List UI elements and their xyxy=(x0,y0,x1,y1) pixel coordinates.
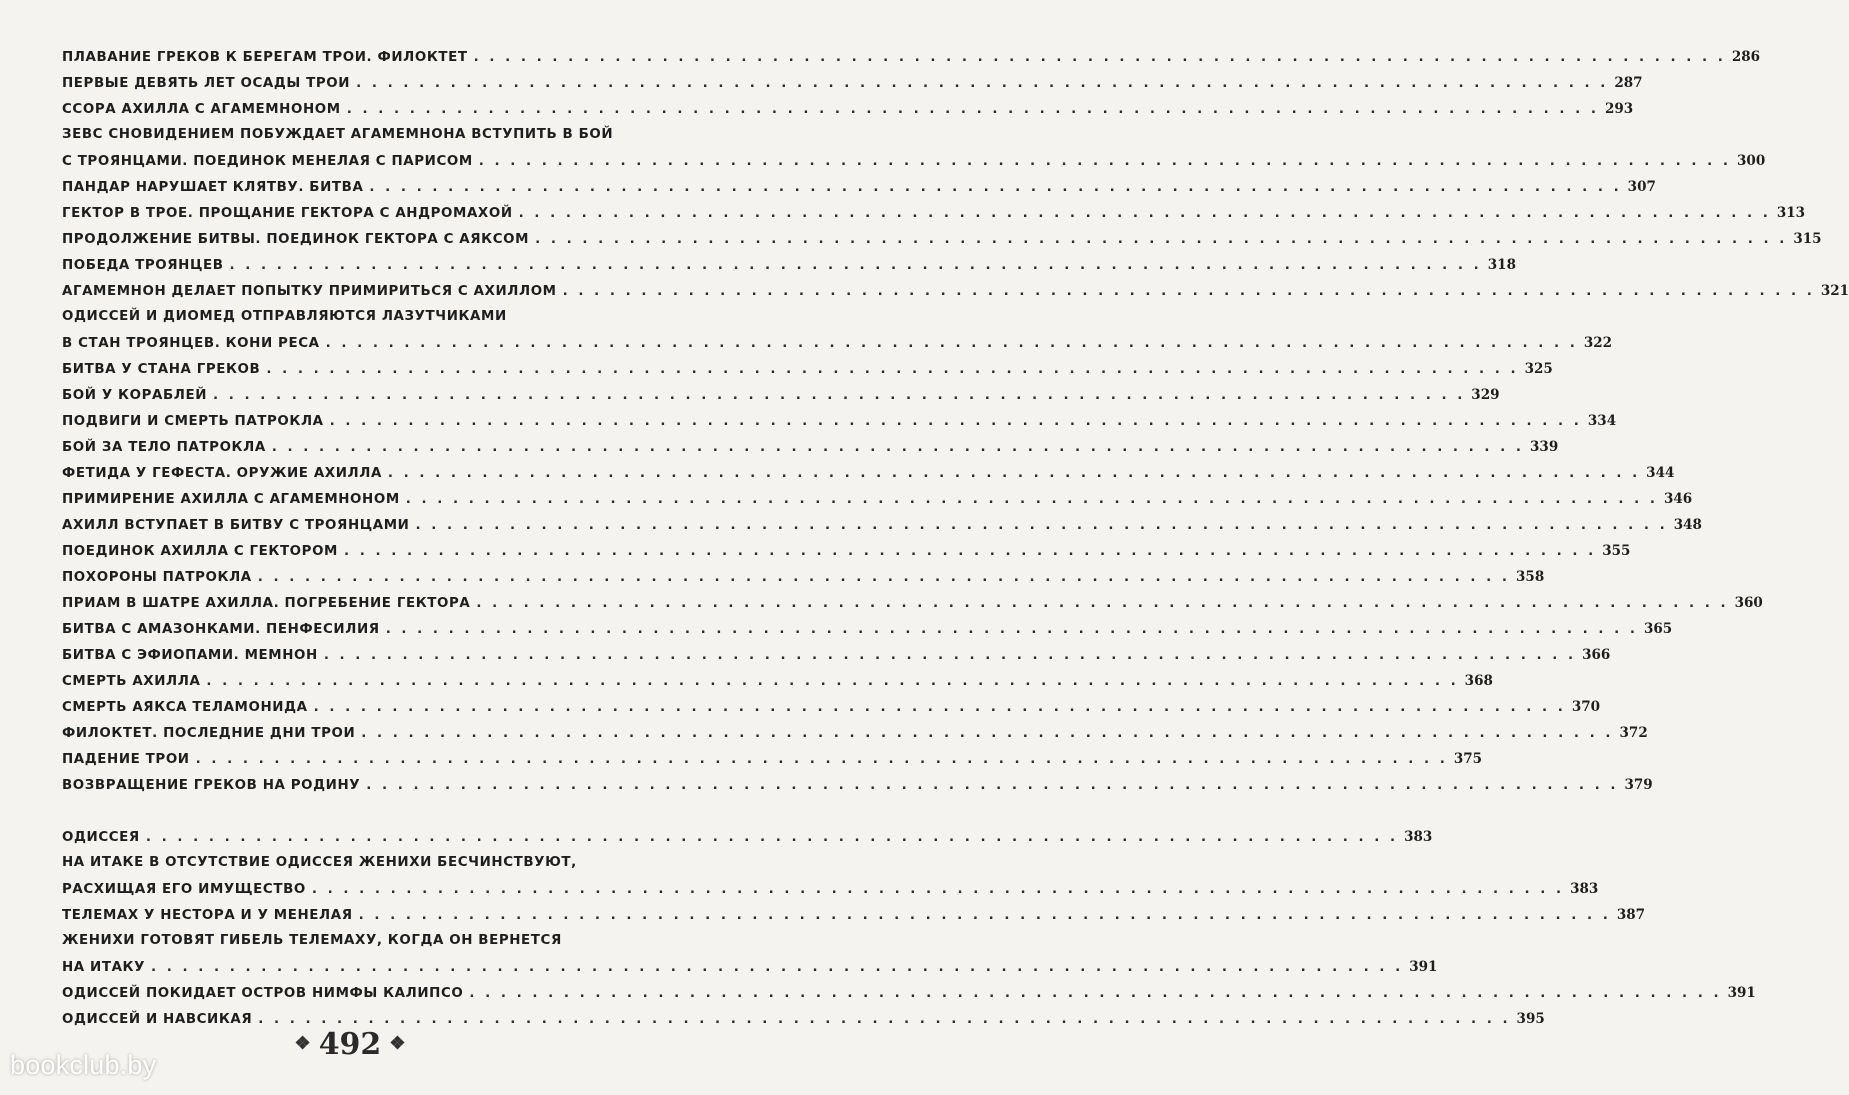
toc-entry-page: 293 xyxy=(1604,101,1634,117)
toc-leader-dots: . . . . . . . . . . . . . . . . . . . . . . . . . . . . . . . . . . . . . . . . . . . . . . . . . . . . . . . . . . . . . . . . . . . . . . . . . . . . . . . . xyxy=(258,1012,1511,1027)
toc-entry-title: СМЕРТЬ АХИЛЛА xyxy=(62,674,201,689)
toc-entry-title: ЖЕНИХИ ГОТОВЯТ ГИБЕЛЬ ТЕЛЕМАХУ, КОГДА ОН ВЕРНЕТСЯ xyxy=(62,933,562,948)
toc-entry-page: 344 xyxy=(1646,465,1675,481)
toc-entry-title: ЗЕВС СНОВИДЕНИЕМ ПОБУЖДАЕТ АГАМЕМНОНА ВСТУПИТЬ В БОЙ xyxy=(62,127,614,142)
toc-entry xyxy=(62,408,1617,434)
toc-leader-dots: . . . . . . . . . . . . . . . . . . . . . . . . . . . . . . . . . . . . . . . . . . . . . . . . . . . . . . . . . . . . . . . . . . . . . . . . . . . . . . . . xyxy=(518,206,1771,221)
toc-entry-title: НА ИТАКЕ В ОТСУТСТВИЕ ОДИССЕЯ ЖЕНИХИ БЕСЧИНСТВУЮТ, xyxy=(62,855,577,870)
toc-entry xyxy=(62,122,638,148)
toc-entry xyxy=(62,720,1648,746)
toc-entry-title: ФЕТИДА У ГЕФЕСТА. ОРУЖИЕ АХИЛЛА xyxy=(62,466,382,481)
toc-entry-title: ТЕЛЕМАХ У НЕСТОРА И У МЕНЕЛАЯ xyxy=(62,908,353,923)
toc-entry-title: ОДИССЕЙ И ДИОМЕД ОТПРАВЛЯЮТСЯ ЛАЗУТЧИКАМИ xyxy=(62,309,507,324)
toc-entry xyxy=(62,590,1763,616)
toc-entry-page: 300 xyxy=(1737,153,1766,169)
toc-entry-page: 339 xyxy=(1530,439,1559,455)
toc-entry xyxy=(62,538,1631,564)
toc-entry-title: ПЕРВЫЕ ДЕВЯТЬ ЛЕТ ОСАДЫ ТРОИ xyxy=(62,76,351,91)
toc-entry-page: 395 xyxy=(1516,1011,1545,1027)
toc-entry-page: 372 xyxy=(1619,725,1648,741)
toc-leader-dots: . . . . . . . . . . . . . . . . . . . . . . . . . . . . . . . . . . . . . . . . . . . . . . . . . . . . . . . . . . . . . . . . . . . . . . . . . . . . . . . . xyxy=(195,752,1448,767)
toc-entry-page: 329 xyxy=(1471,387,1500,403)
toc-entry-title: ПРИАМ В ШАТРЕ АХИЛЛА. ПОГРЕБЕНИЕ ГЕКТОРА xyxy=(62,596,471,611)
toc-leader-dots: . . . . . . . . . . . . . . . . . . . . . . . . . . . . . . . . . . . . . . . . . . . . . . . . . . . . . . . . . . . . . . . . . . . . . . . . . . . . . . . . xyxy=(415,518,1668,533)
toc-entry-page: 334 xyxy=(1587,413,1617,429)
toc-entry-page: 379 xyxy=(1624,777,1653,793)
toc-entry-title: БОЙ У КОРАБЛЕЙ xyxy=(62,388,208,403)
toc-entry-page: 348 xyxy=(1673,517,1702,533)
toc-leader-dots: . . . . . . . . . . . . . . . . . . . . . . . . . . . . . . . . . . . . . . . . . . . . . . . . . . . . . . . . . . . . . . . . . . . . . . . . . . . . . . . . xyxy=(329,414,1582,429)
toc-entry-title: РАСХИЩАЯ ЕГО ИМУЩЕСТВО xyxy=(62,882,306,897)
toc-entry-page: 391 xyxy=(1727,985,1756,1001)
toc-entry xyxy=(62,694,1601,720)
toc-leader-dots: . . . . . . . . . . . . . . . . . . . . . . . . . . . . . . . . . . . . . . . . . . . . . . . . . . . . . . . . . . . . . . . . . . . . . . . . . . . . . . . . xyxy=(346,102,1599,117)
toc-entry xyxy=(62,96,1634,122)
toc-entry xyxy=(62,954,1438,980)
toc-entry-page: 365 xyxy=(1643,621,1673,637)
toc-entry-title: ПЛАВАНИЕ ГРЕКОВ К БЕРЕГАМ ТРОИ. ФИЛОКТЕТ xyxy=(62,50,468,65)
toc-entry-title: АХИЛЛ ВСТУПАЕТ В БИТВУ С ТРОЯНЦАМИ xyxy=(62,518,410,533)
toc-leader-dots: . . . . . . . . . . . . . . . . . . . . . . . . . . . . . . . . . . . . . . . . . . . . . . . . . . . . . . . . . . . . . . . . . . . . . . . . . . . . . . . . xyxy=(478,154,1732,169)
ornament-right-icon: ❖ xyxy=(389,1033,406,1054)
toc-entry xyxy=(62,330,1613,356)
toc-entry-title: ПРИМИРЕНИЕ АХИЛЛА С АГАМЕМНОНОМ xyxy=(62,492,400,507)
toc-entry-page: 286 xyxy=(1731,49,1761,65)
toc-entry-title: ССОРА АХИЛЛА С АГАМЕМНОНОМ xyxy=(62,102,341,117)
toc-entry xyxy=(62,980,1756,1006)
toc-leader-dots: . . . . . . . . . . . . . . . . . . . . . . . . . . . . . . . . . . . . . . . . . . . . . . . . . . . . . . . . . . . . . . . . . . . . . . . . . . . . . . . . xyxy=(145,830,1399,845)
toc-entry-title: БИТВА С ЭФИОПАМИ. МЕМНОН xyxy=(62,648,318,663)
toc-entry-page: 370 xyxy=(1571,699,1601,715)
toc-entry-page: 383 xyxy=(1570,881,1599,897)
ornament-left-icon: ❖ xyxy=(294,1033,311,1054)
toc-entry-title: БОЙ ЗА ТЕЛО ПАТРОКЛА xyxy=(62,440,266,455)
toc-entry-title: ПОХОРОНЫ ПАТРОКЛА xyxy=(62,570,252,585)
toc-entry xyxy=(62,304,638,330)
toc-entry xyxy=(62,850,638,876)
toc-entry xyxy=(62,200,1806,226)
toc-entry xyxy=(62,252,1516,278)
page-number-value: 492 xyxy=(318,1027,382,1062)
toc-section-odyssey xyxy=(62,824,1756,1032)
toc-entry-page: 355 xyxy=(1602,543,1631,559)
toc-entry xyxy=(62,928,638,954)
toc-entry-page: 325 xyxy=(1524,361,1553,377)
toc-leader-dots: . . . . . . . . . . . . . . . . . . . . . . . . . . . . . . . . . . . . . . . . . . . . . . . . . . . . . . . . . . . . . . . . . . . . . . . . . . . . . . . . xyxy=(266,362,1519,377)
toc-entry xyxy=(62,824,1433,850)
toc-entry-page: 391 xyxy=(1409,959,1438,975)
toc-entry xyxy=(62,564,1545,590)
toc-entry-title: ВОЗВРАЩЕНИЕ ГРЕКОВ НА РОДИНУ xyxy=(62,778,361,793)
toc-entry-title: АГАМЕМНОН ДЕЛАЕТ ПОПЫТКУ ПРИМИРИТЬСЯ С АХИЛЛОМ xyxy=(62,284,557,299)
toc-entry xyxy=(62,512,1702,538)
toc-entry xyxy=(62,772,1653,798)
toc-entry-page: 315 xyxy=(1793,231,1822,247)
toc-entry xyxy=(62,876,1599,902)
toc-leader-dots: . . . . . . . . . . . . . . . . . . . . . . . . . . . . . . . . . . . . . . . . . . . . . . . . . . . . . . . . . . . . . . . . . . . . . . . . . . . . . . . . xyxy=(387,466,1641,481)
toc-entry xyxy=(62,44,1761,70)
toc-entry-title: СМЕРТЬ АЯКСА ТЕЛАМОНИДА xyxy=(62,700,308,715)
toc-entry-page: 307 xyxy=(1627,179,1656,195)
toc-entry xyxy=(62,460,1675,486)
toc-leader-dots: . . . . . . . . . . . . . . . . . . . . . . . . . . . . . . . . . . . . . . . . . . . . . . . . . . . . . . . . . . . . . . . . . . . . . . . . . . . . . . . . xyxy=(535,232,1788,247)
toc-entry-title: В СТАН ТРОЯНЦЕВ. КОНИ РЕСА xyxy=(62,336,320,351)
toc-entry xyxy=(62,148,1766,174)
toc-entry-page: 368 xyxy=(1464,673,1493,689)
table-of-contents xyxy=(62,44,1849,1032)
toc-leader-dots: . . . . . . . . . . . . . . . . . . . . . . . . . . . . . . . . . . . . . . . . . . . . . . . . . . . . . . . . . . . . . . . . . . . . . . . . . . . . . . . . xyxy=(325,336,1578,351)
toc-leader-dots: . . . . . . . . . . . . . . . . . . . . . . . . . . . . . . . . . . . . . . . . . . . . . . . . . . . . . . . . . . . . . . . . . . . . . . . . . . . . . . . . xyxy=(229,258,1482,273)
toc-entry-page: 313 xyxy=(1776,205,1806,221)
toc-entry-page: 383 xyxy=(1404,829,1433,845)
toc-entry-title: ОДИССЕЯ xyxy=(62,830,140,845)
toc-entry xyxy=(62,356,1553,382)
toc-entry-page: 318 xyxy=(1487,257,1516,273)
toc-leader-dots: . . . . . . . . . . . . . . . . . . . . . . . . . . . . . . . . . . . . . . . . . . . . . . . . . . . . . . . . . . . . . . . . . . . . . . . . . . . . . . . . xyxy=(476,596,1729,611)
toc-leader-dots: . . . . . . . . . . . . . . . . . . . . . . . . . . . . . . . . . . . . . . . . . . . . . . . . . . . . . . . . . . . . . . . . . . . . . . . . . . . . . . . . xyxy=(356,76,1609,91)
toc-entry-title: БИТВА С АМАЗОНКАМИ. ПЕНФЕСИЛИЯ xyxy=(62,622,380,637)
toc-entry xyxy=(62,382,1500,408)
toc-entry-page: 358 xyxy=(1516,569,1545,585)
toc-entry xyxy=(62,434,1559,460)
toc-leader-dots: . . . . . . . . . . . . . . . . . . . . . . . . . . . . . . . . . . . . . . . . . . . . . . . . . . . . . . . . . . . . . . . . . . . . . . . . . . . . . . . . xyxy=(473,50,1726,65)
toc-entry-title: ПОБЕДА ТРОЯНЦЕВ xyxy=(62,258,224,273)
toc-leader-dots: . . . . . . . . . . . . . . . . . . . . . . . . . . . . . . . . . . . . . . . . . . . . . . . . . . . . . . . . . . . . . . . . . . . . . . . . . . . . . . . . xyxy=(385,622,1638,637)
toc-leader-dots: . . . . . . . . . . . . . . . . . . . . . . . . . . . . . . . . . . . . . . . . . . . . . . . . . . . . . . . . . . . . . . . . . . . . . . . . . . . . . . . . xyxy=(271,440,1525,455)
section-gap xyxy=(62,798,638,824)
toc-entry xyxy=(62,616,1673,642)
watermark-logo: bookclub.by xyxy=(10,1050,157,1080)
toc-entry-title: ОДИССЕЙ И НАВСИКАЯ xyxy=(62,1012,253,1027)
toc-entry-title: ПРОДОЛЖЕНИЕ БИТВЫ. ПОЕДИНОК ГЕКТОРА С АЯКСОМ xyxy=(62,232,530,247)
toc-entry-title: ФИЛОКТЕТ. ПОСЛЕДНИЕ ДНИ ТРОИ xyxy=(62,726,356,741)
toc-leader-dots: . . . . . . . . . . . . . . . . . . . . . . . . . . . . . . . . . . . . . . . . . . . . . . . . . . . . . . . . . . . . . . . . . . . . . . . . . . . . . . . . xyxy=(257,570,1511,585)
toc-entry-title: ГЕКТОР В ТРОЕ. ПРОЩАНИЕ ГЕКТОРА С АНДРОМАХОЙ xyxy=(62,206,513,221)
toc-entry-title: НА ИТАКУ xyxy=(62,960,146,975)
toc-entry-page: 287 xyxy=(1614,75,1643,91)
toc-entry-title: ПАНДАР НАРУШАЕТ КЛЯТВУ. БИТВА xyxy=(62,180,364,195)
toc-entry-title: ПАДЕНИЕ ТРОИ xyxy=(62,752,190,767)
toc-entry xyxy=(62,278,1849,304)
toc-leader-dots: . . . . . . . . . . . . . . . . . . . . . . . . . . . . . . . . . . . . . . . . . . . . . . . . . . . . . . . . . . . . . . . . . . . . . . . . . . . . . . . . xyxy=(313,700,1566,715)
toc-leader-dots: . . . . . . . . . . . . . . . . . . . . . . . . . . . . . . . . . . . . . . . . . . . . . . . . . . . . . . . . . . . . . . . . . . . . . . . . . . . . . . . . xyxy=(405,492,1659,507)
toc-entry-page: 387 xyxy=(1616,907,1646,923)
toc-entry-page: 360 xyxy=(1734,595,1763,611)
toc-entry xyxy=(62,642,1611,668)
toc-leader-dots: . . . . . . . . . . . . . . . . . . . . . . . . . . . . . . . . . . . . . . . . . . . . . . . . . . . . . . . . . . . . . . . . . . . . . . . . . . . . . . . . xyxy=(311,882,1565,897)
toc-entry xyxy=(62,746,1483,772)
toc-entry-title: БИТВА У СТАНА ГРЕКОВ xyxy=(62,362,261,377)
toc-leader-dots: . . . . . . . . . . . . . . . . . . . . . . . . . . . . . . . . . . . . . . . . . . . . . . . . . . . . . . . . . . . . . . . . . . . . . . . . . . . . . . . . xyxy=(469,986,1722,1001)
toc-entry xyxy=(62,902,1646,928)
toc-entry-page: 346 xyxy=(1664,491,1693,507)
toc-leader-dots: . . . . . . . . . . . . . . . . . . . . . . . . . . . . . . . . . . . . . . . . . . . . . . . . . . . . . . . . . . . . . . . . . . . . . . . . . . . . . . . . xyxy=(361,726,1614,741)
toc-leader-dots: . . . . . . . . . . . . . . . . . . . . . . . . . . . . . . . . . . . . . . . . . . . . . . . . . . . . . . . . . . . . . . . . . . . . . . . . . . . . . . . . xyxy=(358,908,1611,923)
toc-entry-title: С ТРОЯНЦАМИ. ПОЕДИНОК МЕНЕЛАЯ С ПАРИСОМ xyxy=(62,154,473,169)
toc-entry xyxy=(62,226,1822,252)
toc-leader-dots: . . . . . . . . . . . . . . . . . . . . . . . . . . . . . . . . . . . . . . . . . . . . . . . . . . . . . . . . . . . . . . . . . . . . . . . . . . . . . . . . xyxy=(369,180,1622,195)
toc-leader-dots: . . . . . . . . . . . . . . . . . . . . . . . . . . . . . . . . . . . . . . . . . . . . . . . . . . . . . . . . . . . . . . . . . . . . . . . . . . . . . . . . xyxy=(562,284,1815,299)
toc-entry-page: 375 xyxy=(1453,751,1483,767)
toc-entry xyxy=(62,70,1643,96)
toc-entry-title: ОДИССЕЙ ПОКИДАЕТ ОСТРОВ НИМФЫ КАЛИПСО xyxy=(62,986,464,1001)
toc-leader-dots: . . . . . . . . . . . . . . . . . . . . . . . . . . . . . . . . . . . . . . . . . . . . . . . . . . . . . . . . . . . . . . . . . . . . . . . . . . . . . . . . xyxy=(344,544,1597,559)
toc-entry xyxy=(62,486,1693,512)
toc-entry-title: ПОДВИГИ И СМЕРТЬ ПАТРОКЛА xyxy=(62,414,324,429)
toc-leader-dots: . . . . . . . . . . . . . . . . . . . . . . . . . . . . . . . . . . . . . . . . . . . . . . . . . . . . . . . . . . . . . . . . . . . . . . . . . . . . . . . . xyxy=(213,388,1466,403)
toc-entry xyxy=(62,668,1493,694)
toc-section-iliad xyxy=(62,44,1849,798)
toc-entry-page: 321 xyxy=(1820,283,1849,299)
toc-entry xyxy=(62,174,1656,200)
toc-leader-dots: . . . . . . . . . . . . . . . . . . . . . . . . . . . . . . . . . . . . . . . . . . . . . . . . . . . . . . . . . . . . . . . . . . . . . . . . . . . . . . . . xyxy=(151,960,1404,975)
toc-leader-dots: . . . . . . . . . . . . . . . . . . . . . . . . . . . . . . . . . . . . . . . . . . . . . . . . . . . . . . . . . . . . . . . . . . . . . . . . . . . . . . . . xyxy=(206,674,1459,689)
toc-leader-dots: . . . . . . . . . . . . . . . . . . . . . . . . . . . . . . . . . . . . . . . . . . . . . . . . . . . . . . . . . . . . . . . . . . . . . . . . . . . . . . . . xyxy=(366,778,1619,793)
toc-leader-dots: . . . . . . . . . . . . . . . . . . . . . . . . . . . . . . . . . . . . . . . . . . . . . . . . . . . . . . . . . . . . . . . . . . . . . . . . . . . . . . . . xyxy=(323,648,1577,663)
toc-entry-page: 366 xyxy=(1582,647,1611,663)
toc-entry-title: ПОЕДИНОК АХИЛЛА С ГЕКТОРОМ xyxy=(62,544,338,559)
toc-entry-page: 322 xyxy=(1583,335,1613,351)
